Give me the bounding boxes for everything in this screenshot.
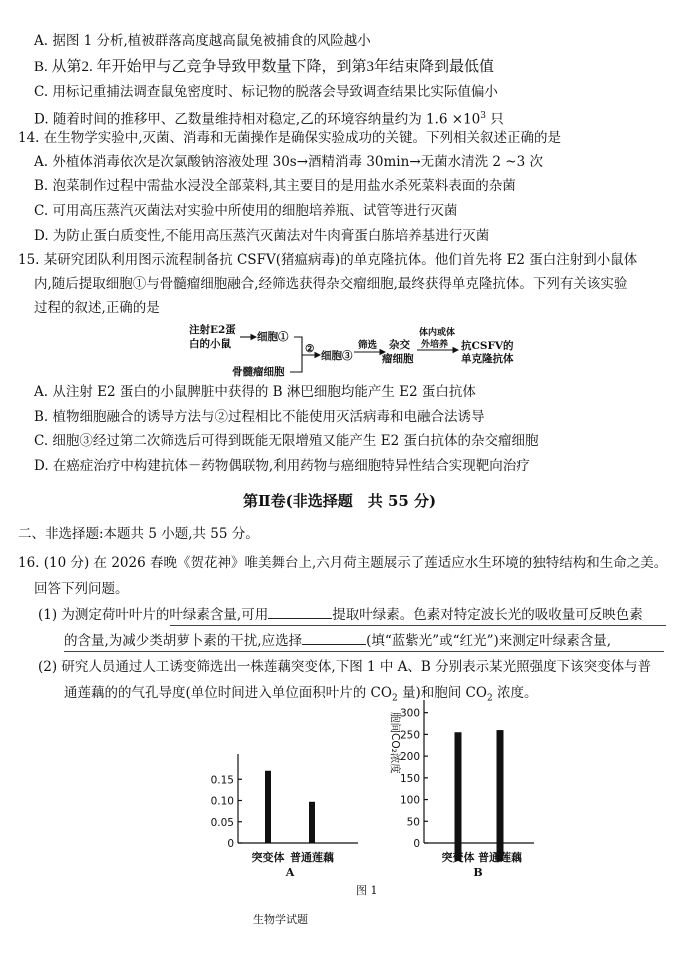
flow-arrows <box>0 0 700 380</box>
q16-stem-line1: 16. (10 分) 在 2026 春晚《贺花神》唯美舞台上,六月荷主题展示了莲适应水生环境的独特结构和生命之美。 <box>18 555 668 571</box>
q15-stem-line1: 15. 某研究团队利用图示流程制备抗 CSFV(猪瘟病毒)的单克隆抗体。他们首先将 E2 蛋白注射到小鼠体 <box>18 252 638 268</box>
flow-culture-line1: 体内或体 <box>419 328 456 338</box>
category-label: 普通莲藕 <box>478 851 522 864</box>
flow-mouse-line2: 白的小鼠 <box>189 338 231 350</box>
q16-stem-line2: 回答下列问题。 <box>34 581 129 597</box>
part2-section-heading: 二、非选择题:本题共 5 小题,共 55 分。 <box>18 526 259 542</box>
q13-option-a: A. 据图 1 分析,植被群落高度越高鼠兔被捕食的风险越小 <box>34 33 371 49</box>
q16-part2-line1: (2) 研究人员通过人工诱变筛选出一株莲藕突变体,下图 1 中 A、B 分别表示某光照强度下该突变体与普 <box>38 659 652 675</box>
flow-step2: ② <box>305 343 315 355</box>
flow-hybrid-line2: 瘤细胞 <box>382 353 414 365</box>
y-tick-label: 250 <box>399 729 420 742</box>
bar-2 <box>497 730 504 861</box>
q13-option-c: C. 用标记重捕法调查鼠兔密度时、标记物的脱落会导致调查结果比实际值偏小 <box>34 84 498 100</box>
chart-a-stomatal-conductance <box>190 700 370 890</box>
flow-mouse-line1: 注射E2蛋 <box>189 324 236 336</box>
page-footer: 生物学试题 <box>253 913 308 926</box>
q16-part1-line1: (1) 为测定荷叶叶片的叶绿素含量,可用 提取叶绿素。色素对特定波长光的吸收量可反映色素 <box>38 607 643 623</box>
q14-stem: 14. 在生物学实验中,灭菌、消毒和无菌操作是确保实验成功的关键。下列相关叙述正确的是 <box>18 130 562 146</box>
q15-flow-diagram <box>0 0 700 380</box>
y-tick-label: 150 <box>399 772 420 785</box>
q15-stem-line3: 过程的叙述,正确的是 <box>34 300 160 316</box>
flow-screen: 筛选 <box>358 340 378 351</box>
q15-option-c: C. 细胞③经过第二次筛选后可得到既能无限增殖又能产生 E2 蛋白抗体的杂交瘤细胞 <box>34 433 539 449</box>
flow-cell1: 细胞① <box>257 331 289 343</box>
answer-blank-2[interactable] <box>302 632 366 645</box>
underline-mark-1 <box>170 625 666 626</box>
q15-option-d: D. 在癌症治疗中构建抗体－药物偶联物,利用药物与癌细胞特异性结合实现靶向治疗 <box>34 458 530 474</box>
category-label: 突变体 <box>441 851 475 864</box>
panel-label: A <box>285 866 295 879</box>
bracket-fusion <box>290 337 302 372</box>
q15-option-a: A. 从注射 E2 蛋白的小鼠脾脏中获得的 B 淋巴细胞均能产生 E2 蛋白抗体 <box>34 384 476 400</box>
y-tick-label: 50 <box>406 816 420 829</box>
chart-b-intercellular-co2 <box>380 700 550 890</box>
q13-option-d: D. 随着时间的推移甲、乙数量维持相对稳定,乙的环境容纳量约为 $1.6 \times 10^3$ 只 <box>34 111 504 128</box>
flow-product-line1: 抗CSFV的 <box>461 340 514 352</box>
y-tick-label: 0.15 <box>210 774 234 787</box>
part2-title: 第Ⅱ卷(非选择题 共 55 分) <box>243 492 437 510</box>
y-tick-label: 0 <box>227 838 234 850</box>
underline-mark-2 <box>64 651 664 652</box>
q16-part2-line2: 通莲藕的的气孔导度(单位时间进入单位面积叶片的 $CO_2$ 量)和胞间 $CO_2$ 浓度。 <box>64 685 538 704</box>
q14-option-c: C. 可用高压蒸汽灭菌法对实验中所使用的细胞培养瓶、试管等进行灭菌 <box>34 203 458 219</box>
flow-product-line2: 单克隆抗体 <box>461 353 514 365</box>
flow-hybrid-line1: 杂交 <box>389 339 410 351</box>
q16-part1-line2: 的含量,为减少类胡萝卜素的干扰,应选择 (填“蓝紫光”或“红光”)来测定叶绿素含量, <box>64 633 612 649</box>
bar-1 <box>265 771 271 843</box>
answer-blank-1[interactable] <box>268 606 332 619</box>
q13-option-b: B. 从第2. 年开始甲与乙竞争导致甲数量下降，到第3年结束降到最低值 <box>34 59 495 75</box>
flow-cell3: 细胞③ <box>321 350 353 362</box>
y-tick-label: 300 <box>399 707 420 720</box>
category-label: 普通莲藕 <box>290 851 334 864</box>
flow-myeloma: 骨髓瘤细胞 <box>232 366 285 378</box>
y-tick-label: 200 <box>399 751 420 764</box>
q14-option-b: B. 泡菜制作过程中需盐水浸没全部菜料,其主要目的是用盐水杀死菜料表面的杂菌 <box>34 178 516 194</box>
figure-caption: 图 1 <box>356 884 378 897</box>
y-axis-label: 胞间CO₂浓度 <box>389 712 401 774</box>
y-tick-label: 0.05 <box>210 816 234 829</box>
q15-option-b: B. 植物细胞融合的诱导方法与②过程相比不能使用灭活病毒和电融合法诱导 <box>34 409 485 425</box>
bar-2 <box>309 802 315 843</box>
y-tick-label: 100 <box>399 794 420 807</box>
y-tick-label: 0.10 <box>210 795 234 808</box>
bar-1 <box>455 732 462 861</box>
q14-option-a: A. 外植体消毒依次是次氯酸钠溶液处理 30s→酒精消毒 30min→无菌水清洗 2 ~3 次 <box>34 154 543 170</box>
panel-label: B <box>473 866 483 879</box>
q14-option-d: D. 为防止蛋白质变性,不能用高压蒸汽灭菌法对牛肉膏蛋白胨培养基进行灭菌 <box>34 228 490 244</box>
flow-culture-line2: 外培养 <box>421 340 449 350</box>
category-label: 突变体 <box>251 851 285 864</box>
y-tick-label: 0 <box>413 838 420 850</box>
q15-stem-line2: 内,随后提取细胞①与骨髓瘤细胞融合,经筛选获得杂交瘤细胞,最终获得单克隆抗体。下列有关该实验 <box>34 276 628 292</box>
